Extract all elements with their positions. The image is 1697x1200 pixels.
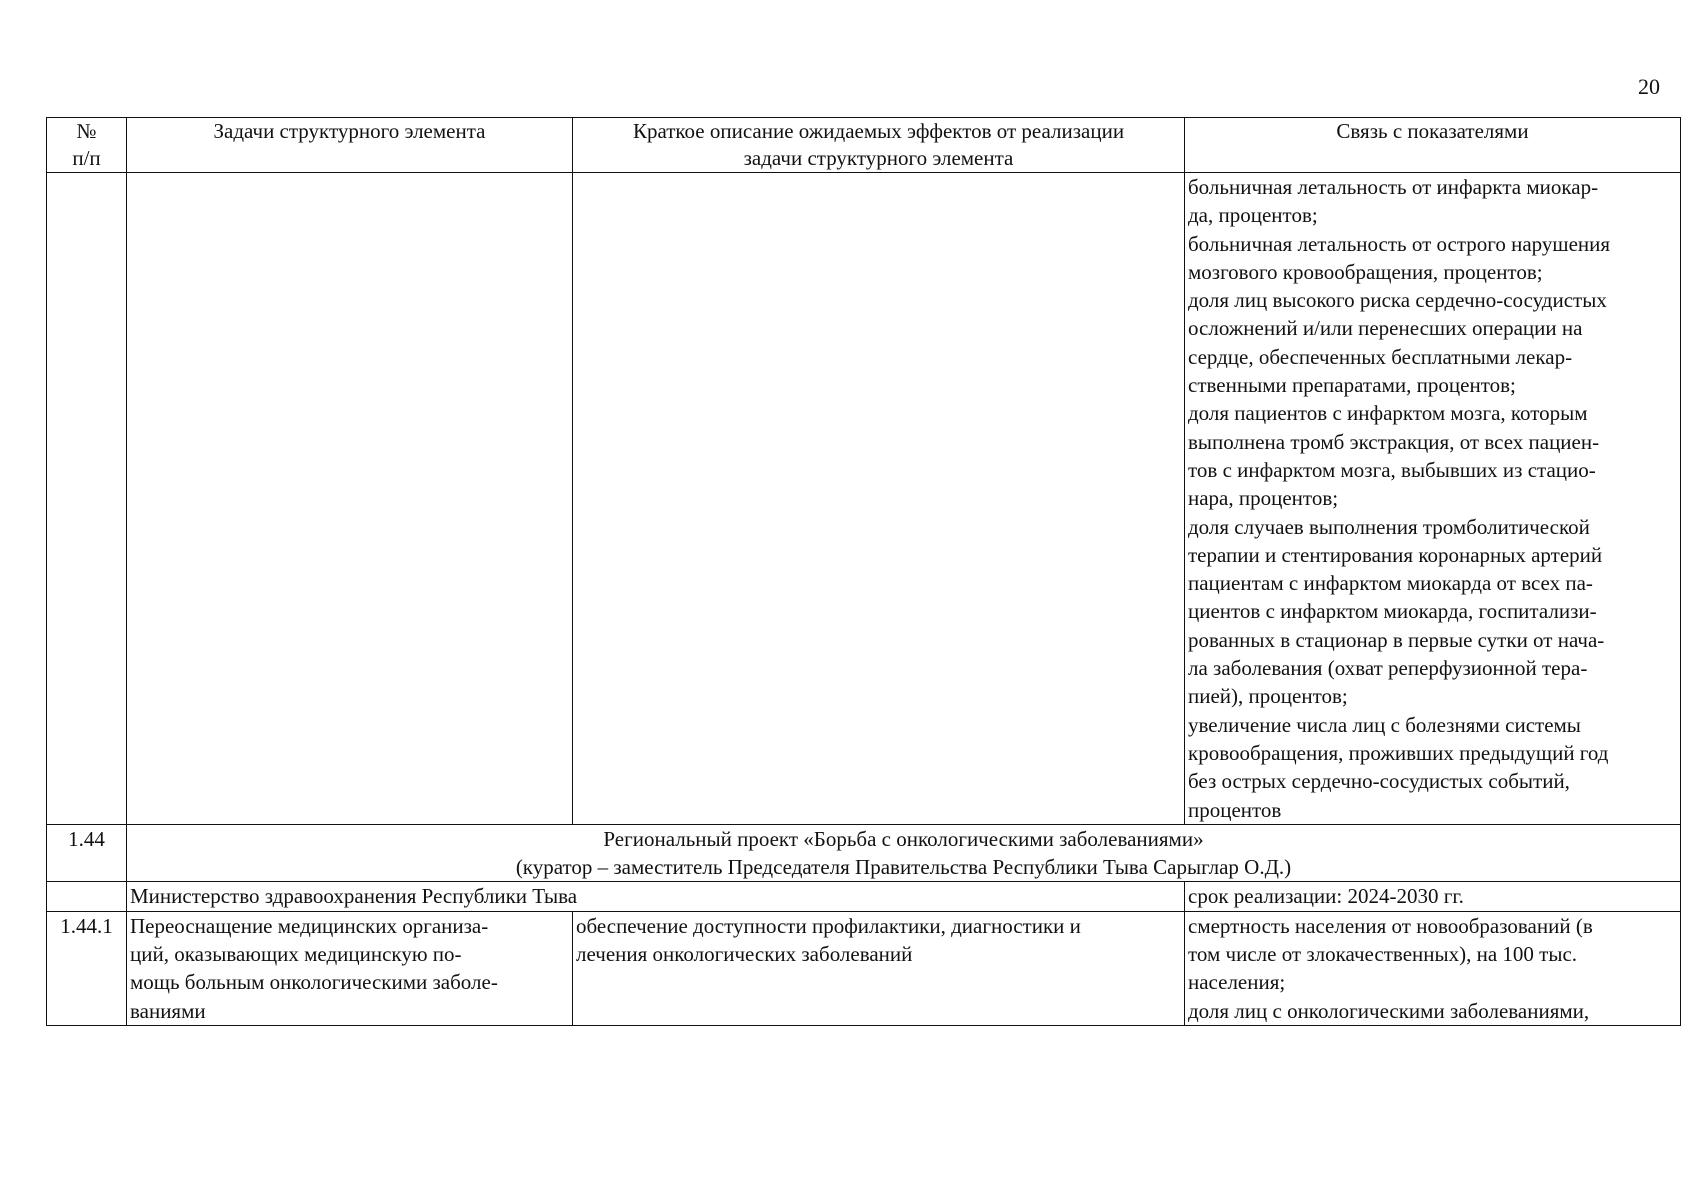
header-task-label: Задачи структурного элемента [213, 119, 486, 143]
project-row [47, 824, 1681, 882]
indicator-line: ла заболевания (охват реперфузионной тера- [1188, 656, 1588, 681]
continued-task-cell [127, 173, 573, 825]
indicator-line: рованных в стационар в первые сутки от нача- [1188, 627, 1605, 652]
header-num [47, 118, 127, 173]
task-indicator-line: населения; [1188, 970, 1286, 995]
indicator-line: больничная летальность от острого нарушения [1188, 231, 1611, 256]
project-title-cell [127, 824, 1681, 882]
indicator-line: без острых сердечно-сосудистых событий, [1188, 769, 1570, 794]
indicator-line: доля лиц высокого риска сердечно-сосудистых [1188, 288, 1607, 313]
task-cell [127, 911, 573, 1025]
header-indicators-label: Связь с показателями [1336, 119, 1529, 143]
effect-line: обеспечение доступности профилактики, диагностики и [576, 913, 1081, 938]
continued-indicators-cell [1185, 173, 1681, 825]
header-row [47, 118, 1681, 173]
indicator-line: выполнена тромб экстракция, от всех пациен- [1188, 429, 1600, 454]
indicator-line: доля случаев выполнения тромболитической [1188, 514, 1590, 539]
ministry-cell [127, 882, 1185, 911]
task-line: ций, оказывающих медицинскую по- [130, 942, 462, 967]
measures-table [46, 117, 1681, 1026]
task-line: мощь больным онкологическими заболе- [130, 970, 498, 995]
indicator-line: осложнений и/или перенесших операции на [1188, 316, 1583, 341]
indicator-line: сердце, обеспеченных бесплатными лекар- [1188, 344, 1573, 369]
task-num: 1.44.1 [47, 911, 127, 1025]
indicator-line: доля пациентов с инфарктом мозга, которым [1188, 401, 1588, 426]
task-indicator-line: смертность населения от новообразований (в [1188, 913, 1593, 938]
indicator-line: да, процентов; [1188, 203, 1318, 228]
ministry-name: Министерство здравоохранения Республики Тыва [130, 884, 578, 909]
project-num: 1.44 [47, 824, 127, 882]
indicator-line: увеличение числа лиц с болезнями системы [1188, 712, 1581, 737]
header-indicators [1185, 118, 1681, 173]
task-line: Переоснащение медицинских организа- [130, 913, 489, 938]
header-num-line: п/п [72, 146, 101, 170]
indicator-line: циентов с инфарктом миокарда, госпитализи- [1188, 599, 1597, 624]
task-indicator-line: доля лиц с онкологическими заболеваниями, [1188, 998, 1590, 1023]
indicator-line: кровообращения, проживших предыдущий год [1188, 740, 1609, 765]
term-cell [1185, 882, 1681, 911]
project-curator: (куратор – заместитель Председателя Правительства Республики Тыва Сарыглар О.Д.) [515, 855, 1292, 880]
continued-effects-cell [573, 173, 1185, 825]
indicator-line: нара, процентов; [1188, 486, 1339, 511]
indicator-line: терапии и стентирования коронарных артерий [1188, 542, 1603, 567]
indicator-line: мозгового кровообращения, процентов; [1188, 259, 1543, 284]
effect-cell [573, 911, 1185, 1025]
ministry-num-cell [47, 882, 127, 911]
indicator-line: пациентам с инфарктом миокарда от всех па- [1188, 571, 1593, 596]
task-line: ваниями [130, 998, 206, 1023]
header-effects [573, 118, 1185, 173]
indicator-line: процентов [1188, 797, 1282, 822]
indicator-line: ственными препаратами, процентов; [1188, 373, 1516, 398]
effect-line: лечения онкологических заболеваний [576, 942, 913, 967]
task-indicators-cell [1185, 911, 1681, 1025]
task-indicator-line: том числе от злокачественных), на 100 тыс. [1188, 942, 1578, 967]
ministry-row [47, 882, 1681, 911]
implementation-term: срок реализации: 2024-2030 гг. [1188, 884, 1464, 909]
indicator-line: пией), процентов; [1188, 684, 1348, 709]
header-task [127, 118, 573, 173]
header-num-line: № [76, 119, 97, 143]
task-row [47, 911, 1681, 1025]
header-effects-line: задачи структурного элемента [743, 146, 1014, 170]
page-number: 20 [1638, 74, 1660, 99]
continued-num-cell [47, 173, 127, 825]
project-title: Региональный проект «Борьба с онкологическими заболеваниями» [603, 826, 1204, 851]
continued-row [47, 173, 1681, 825]
header-effects-line: Краткое описание ожидаемых эффектов от реализации [632, 119, 1125, 143]
indicator-line: тов с инфарктом мозга, выбывших из стацио- [1188, 457, 1596, 482]
indicator-line: больничная летальность от инфаркта миокар- [1188, 175, 1599, 199]
